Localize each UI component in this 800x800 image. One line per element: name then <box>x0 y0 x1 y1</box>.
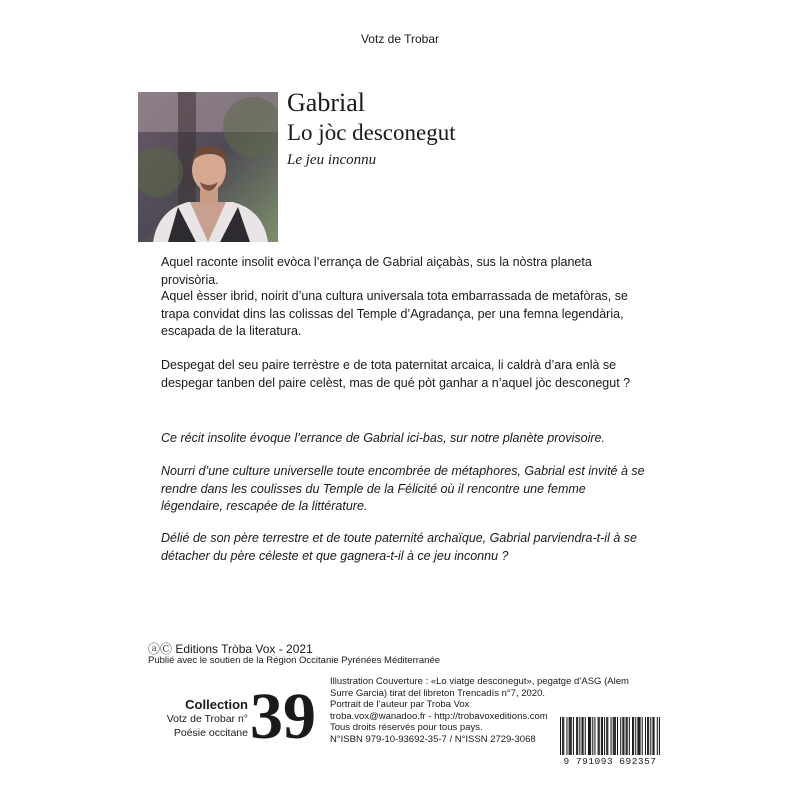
french-paragraph: Ce récit insolite évoque l’errance de Gabrial ici-bas, sur notre planète provisoire. <box>161 431 605 445</box>
book-subtitle: Le jeu inconnu <box>287 152 377 168</box>
collection-box <box>148 697 248 740</box>
barcode-bar <box>573 717 574 755</box>
barcode-bars <box>560 717 660 755</box>
barcode-bar <box>645 717 646 755</box>
title-block <box>287 88 456 172</box>
barcode-bar <box>632 717 633 755</box>
barcode-bar <box>604 717 605 755</box>
barcode-bar <box>614 717 615 755</box>
credit-line: Surre Garcia) tirat del libreton Trencadís n°7, 2020. <box>330 687 546 699</box>
barcode-bar <box>613 717 614 755</box>
barcode-bar <box>642 717 643 755</box>
barcode-bar <box>620 717 621 755</box>
barcode-bar <box>571 717 572 755</box>
barcode-bar <box>648 717 649 755</box>
french-paragraph: Nourri d’une culture universelle toute encombrée de métaphores, Gabrial est invité à se rendre dans les coulisses du Temple de la Félicité où il rencontre une femme légendaire, rescapée de la littérature. <box>161 464 645 513</box>
credit-line: Portrait de l’auteur par Troba Vox <box>330 699 470 711</box>
support-line: Publié avec le soutien de la Région Occitanie Pyrénées Méditerranée <box>148 655 441 666</box>
collection-label: Collection <box>185 697 248 712</box>
barcode-bar <box>570 717 571 755</box>
barcode-bar <box>566 717 567 755</box>
barcode-bar <box>594 717 595 755</box>
barcode-bar <box>652 717 653 755</box>
book-author: Gabrial <box>287 88 365 117</box>
barcode-bar <box>592 717 593 755</box>
barcode-bar <box>638 717 639 755</box>
french-paragraph: Délié de son père terrestre et de toute paternité archaïque, Gabrial parviendra-t-il à se détacher du père céleste et que gagnera-t-il à ce jeu inconnu ? <box>161 531 637 563</box>
barcode-bar <box>590 717 591 755</box>
isbn-barcode <box>560 717 660 767</box>
barcode-bar <box>602 717 603 755</box>
barcode-bar <box>562 717 563 755</box>
credit-line: Tous droits réservés pour tous pays. <box>330 722 483 734</box>
credit-line: troba.vox@wanadoo.fr - http://trobavoxeditions.com <box>330 710 548 722</box>
barcode-bar <box>615 717 616 755</box>
publisher-line: ⓐⒸ Editions Tròba Vox - 2021 <box>148 642 313 656</box>
credit-line: Illustration Couverture : «Lo viatge desconegut», pegatge d’ASG (Alem <box>330 676 629 687</box>
barcode-bar <box>633 717 634 755</box>
barcode-bar <box>659 717 660 755</box>
barcode-bar <box>654 717 655 755</box>
barcode-bar <box>647 717 648 755</box>
collection-number: 39 <box>250 680 316 753</box>
barcode-bar <box>569 717 570 755</box>
occitan-paragraph: Despegat del seu paire terrèstre e de tota paternitat arcaica, li caldrà d’ara enlà se despegar tanben del paire celèst, mas de qué pòt ganhar a n’aquel jòc desconegut ? <box>161 358 631 390</box>
barcode-bar <box>598 717 599 755</box>
occitan-paragraph: Aquel raconte insolit evòca l’errança de Gabrial aiçabàs, sus la nòstra planeta provisòria. <box>161 255 592 287</box>
barcode-bar <box>585 717 586 755</box>
barcode-bar <box>589 717 590 755</box>
barcode-bar <box>623 717 624 755</box>
barcode-bar <box>640 717 641 755</box>
barcode-bar <box>563 717 564 755</box>
barcode-bar <box>629 717 630 755</box>
series-header: Votz de Trobar <box>360 32 440 46</box>
barcode-bar <box>626 717 627 755</box>
barcode-bar <box>617 717 618 755</box>
barcode-bar <box>657 717 658 755</box>
barcode-bar <box>577 717 578 755</box>
barcode-bar <box>611 717 612 755</box>
barcode-digits: 9 791093 692357 <box>563 756 657 767</box>
barcode-bar <box>635 717 636 755</box>
barcode-bar <box>637 717 638 755</box>
barcode-bar <box>601 717 602 755</box>
barcode-bar <box>579 717 580 755</box>
barcode-bar <box>622 717 623 755</box>
barcode-bar <box>560 717 561 755</box>
barcode-bar <box>599 717 600 755</box>
barcode-bar <box>576 717 577 755</box>
barcode-bar <box>606 717 607 755</box>
barcode-bar <box>588 717 589 755</box>
book-title: Lo jòc desconegut <box>287 120 456 145</box>
collection-genre: Poésie occitane <box>173 727 248 739</box>
credit-line: N°ISBN 979-10-93692-35-7 / N°ISSN 2729-3068 <box>330 733 536 745</box>
occitan-paragraph: Aquel èsser ibrid, noirit d’una cultura universala tota embarrassada de metafòras, se trapa convidat dins las colissas del Temple d’Agradança, per una femna legendària, escapada de la literatura. <box>161 289 628 338</box>
barcode-bar <box>627 717 628 755</box>
barcode-bar <box>607 717 608 755</box>
collection-series: Votz de Trobar n° <box>166 713 248 725</box>
barcode-bar <box>582 717 583 755</box>
credits-block <box>330 676 629 746</box>
barcode-bar <box>650 717 651 755</box>
author-portrait <box>138 92 278 242</box>
barcode-bar <box>583 717 584 755</box>
